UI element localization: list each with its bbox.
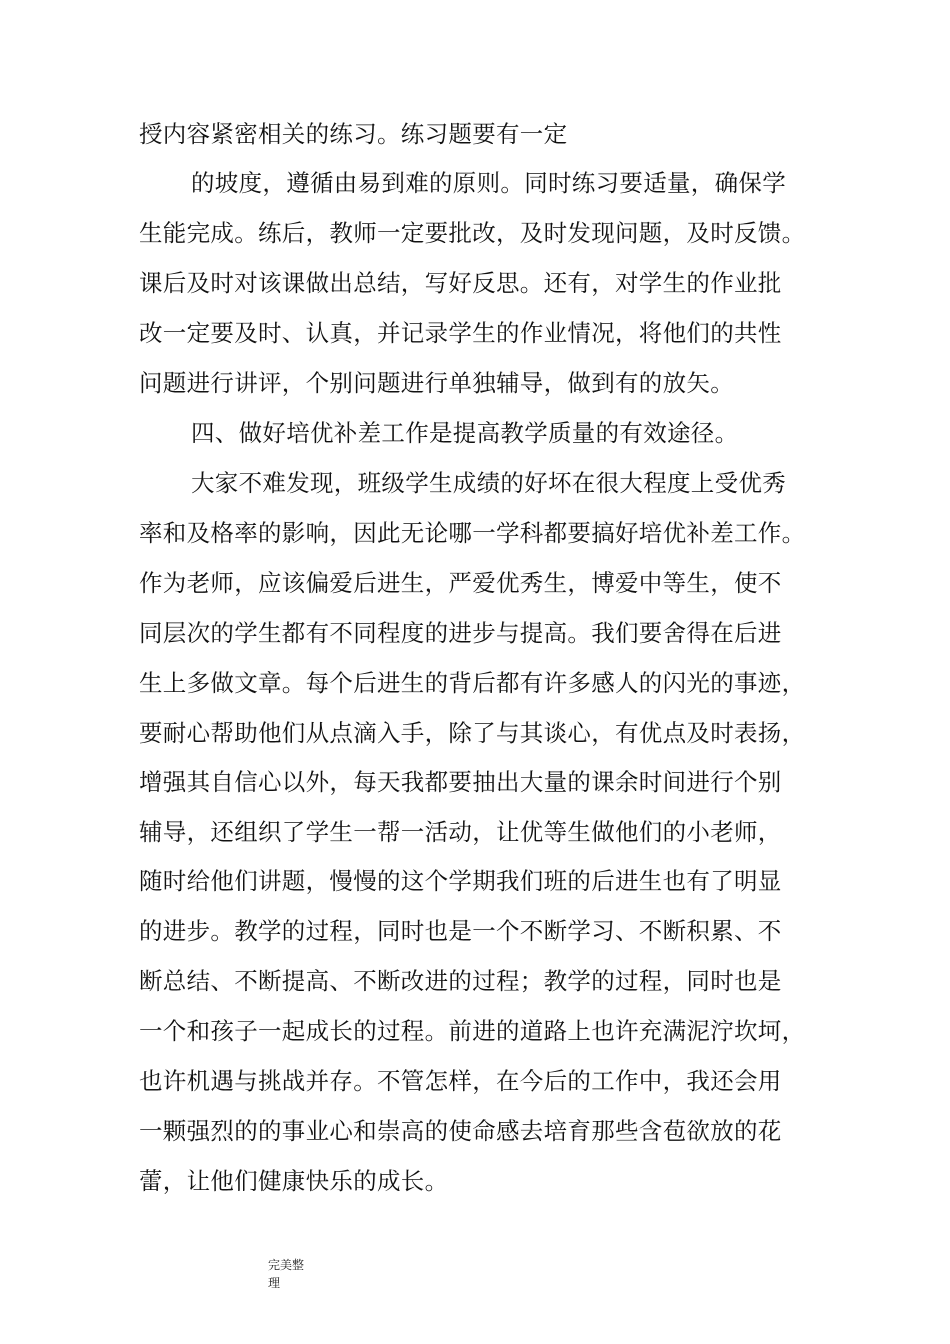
page-footer xyxy=(268,1256,328,1292)
text-line: 授内容紧密相关的练习。练习题要有一定 xyxy=(139,120,568,148)
text-line: 要耐心帮助他们从点滴入手，除了与其谈心，有优点及时表扬， xyxy=(139,719,806,747)
footer-line: 理 xyxy=(268,1276,281,1290)
text-line: 改一定要及时、认真，并记录学生的作业情况，将他们的共性 xyxy=(139,319,782,347)
text-line: 问题进行讲评，个别问题进行单独辅导，做到有的放矢。 xyxy=(139,369,734,397)
text-line: 也许机遇与挑战并存。不管怎样，在今后的工作中，我还会用 xyxy=(139,1067,782,1095)
text-line: 随时给他们讲题，慢慢的这个学期我们班的后进生也有了明显 xyxy=(139,867,782,895)
text-line: 生上多做文章。每个后进生的背后都有许多感人的闪光的事迹， xyxy=(139,669,806,697)
text-line: 的坡度，遵循由易到难的原则。同时练习要适量，确保学 xyxy=(191,169,786,197)
text-line: 率和及格率的影响，因此无论哪一学科都要搞好培优补差工作。 xyxy=(139,519,806,547)
text-line: 作为老师，应该偏爱后进生，严爱优秀生，博爱中等生，使不 xyxy=(139,569,782,597)
text-line: 一个和孩子一起成长的过程。前进的道路上也许充满泥泞坎坷， xyxy=(139,1017,806,1045)
text-line: 同层次的学生都有不同程度的进步与提高。我们要舍得在后进 xyxy=(139,619,782,647)
text-line: 蕾，让他们健康快乐的成长。 xyxy=(139,1167,449,1195)
section-heading: 四、做好培优补差工作是提高教学质量的有效途径。 xyxy=(191,419,739,447)
text-line: 的进步。教学的过程，同时也是一个不断学习、不断积累、不 xyxy=(139,917,782,945)
text-line: 一颗强烈的的事业心和崇高的使命感去培育那些含苞欲放的花 xyxy=(139,1117,782,1145)
text-line: 课后及时对该课做出总结，写好反思。还有，对学生的作业批 xyxy=(139,269,782,297)
footer-line: 完美整 xyxy=(268,1258,305,1272)
text-line: 断总结、不断提高、不断改进的过程；教学的过程，同时也是 xyxy=(139,967,782,995)
text-line: 生能完成。练后，教师一定要批改，及时发现问题，及时反馈。 xyxy=(139,219,806,247)
text-line: 辅导，还组织了学生一帮一活动，让优等生做他们的小老师， xyxy=(139,818,782,846)
text-line: 大家不难发现，班级学生成绩的好坏在很大程度上受优秀 xyxy=(191,469,786,497)
text-line: 增强其自信心以外，每天我都要抽出大量的课余时间进行个别 xyxy=(139,768,782,796)
